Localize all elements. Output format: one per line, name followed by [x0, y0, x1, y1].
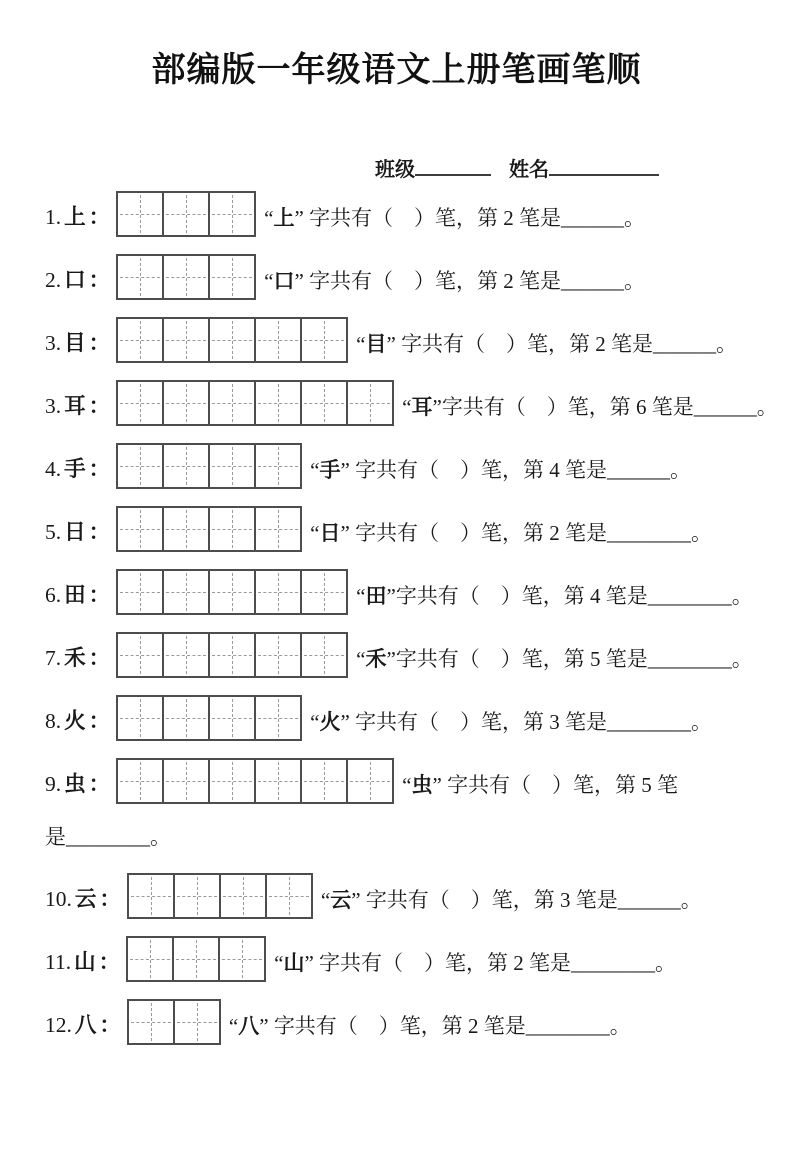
- row-colon: ：: [88, 331, 111, 356]
- writing-grid: [127, 999, 221, 1045]
- quoted-character: 虫: [411, 773, 433, 797]
- open-quote: “: [274, 951, 284, 975]
- name-blank: [549, 153, 659, 176]
- grid-cell: [118, 634, 162, 676]
- grid-cell: [254, 508, 300, 550]
- row-label: [45, 200, 110, 237]
- row-colon: ：: [88, 205, 111, 230]
- row-character: 手: [64, 457, 86, 482]
- worksheet-rows: [0, 191, 793, 1045]
- row-number: 3.: [45, 331, 62, 355]
- writing-grid: [116, 317, 348, 363]
- row-question: 字共有（ ）笔，第 4 笔是________。: [395, 584, 753, 608]
- close-quote: ”: [294, 206, 304, 230]
- close-quote: ”: [386, 332, 396, 356]
- worksheet-row-3b: [45, 380, 778, 426]
- grid-cell: [162, 697, 208, 739]
- row-sentence: [402, 391, 778, 426]
- row-label: [45, 1008, 121, 1045]
- worksheet-row-8: [45, 695, 765, 741]
- writing-grid: [116, 380, 394, 426]
- close-quote: ”: [432, 395, 442, 419]
- quoted-character: 手: [319, 458, 341, 482]
- grid-cell: [300, 382, 346, 424]
- grid-cell: [254, 382, 300, 424]
- grid-cell: [118, 382, 162, 424]
- row-colon: ：: [99, 1013, 121, 1038]
- row-question: 字共有（ ）笔，第 2 笔是______。: [395, 332, 738, 356]
- quoted-character: 山: [283, 951, 305, 975]
- row-label: [45, 767, 110, 804]
- row-number: 1.: [45, 205, 62, 229]
- worksheet-row-6: [45, 569, 765, 615]
- page-title: 部编版一年级语文上册笔画笔顺: [151, 50, 642, 90]
- grid-cell: [162, 445, 208, 487]
- worksheet-row-12: [45, 999, 765, 1045]
- row-number: 8.: [45, 709, 62, 733]
- row-question: 字共有（ ）笔，第 2 笔是______。: [303, 206, 646, 230]
- worksheet-row-2: [45, 254, 765, 300]
- grid-cell: [254, 634, 300, 676]
- open-quote: “: [402, 773, 412, 797]
- grid-cell: [208, 634, 254, 676]
- row-question: 字共有（ ）笔，第 5 笔是________。: [395, 647, 753, 671]
- close-quote: ”: [386, 647, 396, 671]
- grid-cell: [208, 571, 254, 613]
- row-question: 字共有（ ）笔，第 2 笔是________。: [349, 521, 713, 545]
- grid-cell: [118, 193, 162, 235]
- grid-cell: [208, 697, 254, 739]
- open-quote: “: [310, 710, 320, 734]
- quoted-character: 日: [319, 521, 341, 545]
- writing-grid: [116, 443, 302, 489]
- writing-grid: [126, 936, 266, 982]
- grid-cell: [208, 319, 254, 361]
- row-question: 字共有（ ）笔，第 2 笔是______。: [303, 269, 646, 293]
- grid-cell: [162, 382, 208, 424]
- grid-cell: [219, 875, 265, 917]
- row-label: [45, 389, 110, 426]
- quoted-character: 八: [238, 1014, 260, 1038]
- grid-cell: [208, 256, 254, 298]
- open-quote: “: [402, 395, 412, 419]
- row-number: 9.: [45, 772, 62, 796]
- row-sentence: [356, 580, 753, 615]
- grid-cell: [208, 760, 254, 802]
- row-colon: ：: [88, 583, 111, 608]
- grid-cell: [129, 875, 173, 917]
- grid-cell: [300, 571, 346, 613]
- writing-grid: [116, 758, 394, 804]
- writing-grid: [127, 873, 313, 919]
- grid-cell: [346, 760, 392, 802]
- grid-cell: [346, 382, 392, 424]
- close-quote: ”: [304, 951, 314, 975]
- grid-cell: [118, 571, 162, 613]
- row-label: [45, 452, 110, 489]
- worksheet-row-1: [45, 191, 765, 237]
- grid-cell: [265, 875, 311, 917]
- row-number: 12.: [45, 1013, 72, 1037]
- row-character: 禾: [64, 646, 86, 671]
- row-colon: ：: [99, 887, 121, 912]
- grid-cell: [208, 382, 254, 424]
- row-colon: ：: [88, 457, 111, 482]
- row-colon: ：: [88, 709, 111, 734]
- quoted-character: 上: [273, 206, 295, 230]
- grid-cell: [162, 760, 208, 802]
- row-question: 字共有（ ）笔，第 6 笔是______。: [441, 395, 778, 419]
- open-quote: “: [264, 206, 274, 230]
- grid-cell: [162, 193, 208, 235]
- open-quote: “: [356, 647, 366, 671]
- row-number: 10.: [45, 887, 72, 911]
- class-blank: [415, 153, 491, 176]
- grid-cell: [162, 508, 208, 550]
- worksheet-row-7: [45, 632, 765, 678]
- grid-cell: [254, 697, 300, 739]
- writing-grid: [116, 191, 256, 237]
- row-label: [45, 641, 110, 678]
- close-quote: ”: [294, 269, 304, 293]
- row-question: 字共有（ ）笔，第 3 笔是________。: [349, 710, 713, 734]
- row-question: 字共有（ ）笔，第 4 笔是______。: [349, 458, 692, 482]
- worksheet-row-9: [45, 758, 765, 804]
- grid-cell: [173, 1001, 219, 1043]
- grid-cell: [300, 319, 346, 361]
- row-character: 目: [64, 331, 86, 356]
- row-number: 2.: [45, 268, 62, 292]
- worksheet-row-3: [45, 317, 765, 363]
- worksheet-row-5: [45, 506, 765, 552]
- row-sentence: [310, 706, 712, 741]
- row-label: [45, 882, 121, 919]
- class-label: 班级: [375, 157, 415, 181]
- open-quote: “: [228, 1014, 239, 1038]
- grid-cell: [218, 938, 264, 980]
- open-quote: “: [310, 521, 320, 545]
- grid-cell: [128, 938, 172, 980]
- row-character: 耳: [64, 394, 86, 419]
- row-label: [45, 945, 120, 982]
- name-label: 姓名: [509, 157, 549, 181]
- writing-grid: [116, 632, 348, 678]
- close-quote: ”: [340, 458, 350, 482]
- row-question: 字共有（ ）笔，第 3 笔是______。: [360, 888, 702, 912]
- open-quote: “: [356, 584, 366, 608]
- row-number: 6.: [45, 583, 62, 607]
- row-character: 八: [74, 1013, 97, 1038]
- row-sentence: [356, 643, 753, 678]
- quoted-character: 目: [365, 332, 387, 356]
- close-quote: ”: [340, 521, 350, 545]
- writing-grid: [116, 254, 256, 300]
- grid-cell: [254, 571, 300, 613]
- row-label: [45, 263, 110, 300]
- quoted-character: 禾: [365, 647, 387, 671]
- close-quote: ”: [340, 710, 350, 734]
- grid-cell: [254, 760, 300, 802]
- row-character: 云: [74, 887, 97, 912]
- row-number: 4.: [45, 457, 62, 481]
- quoted-character: 田: [365, 584, 387, 608]
- grid-cell: [254, 445, 300, 487]
- row-colon: ：: [88, 646, 111, 671]
- row-colon: ：: [88, 394, 111, 419]
- row-character: 虫: [64, 772, 86, 797]
- grid-cell: [118, 697, 162, 739]
- grid-cell: [254, 319, 300, 361]
- grid-cell: [118, 760, 162, 802]
- worksheet-page: [0, 42, 793, 1164]
- row-sentence: [274, 947, 676, 982]
- grid-cell: [208, 508, 254, 550]
- row-character: 田: [64, 583, 86, 608]
- row-colon: ：: [98, 950, 121, 975]
- student-info-line: [0, 153, 793, 179]
- grid-cell: [162, 319, 208, 361]
- grid-cell: [300, 634, 346, 676]
- row-sentence: [402, 769, 678, 804]
- row-question: 字共有（ ）笔，第 2 笔是________。: [313, 951, 677, 975]
- row-sentence: [310, 517, 712, 552]
- row-colon: ：: [88, 520, 111, 545]
- close-quote: ”: [351, 888, 361, 912]
- grid-cell: [172, 938, 218, 980]
- row-number: 7.: [45, 646, 62, 670]
- row-question: 字共有（ ）笔，第 2 笔是________。: [268, 1014, 631, 1038]
- quoted-character: 口: [273, 269, 295, 293]
- grid-cell: [162, 634, 208, 676]
- quoted-character: 耳: [411, 395, 433, 419]
- open-quote: “: [264, 269, 274, 293]
- writing-grid: [116, 569, 348, 615]
- row-sentence: [264, 265, 645, 300]
- row-character: 山: [74, 950, 96, 975]
- open-quote: “: [356, 332, 366, 356]
- grid-cell: [118, 508, 162, 550]
- row-label: [45, 515, 110, 552]
- worksheet-row-11: [45, 936, 765, 982]
- writing-grid: [116, 695, 302, 741]
- open-quote: “: [310, 458, 320, 482]
- row-label: [45, 704, 110, 741]
- row-character: 火: [64, 709, 86, 734]
- row-question: 字共有（ ）笔，第 5 笔: [441, 773, 679, 797]
- grid-cell: [162, 256, 208, 298]
- row-label: [45, 578, 110, 615]
- quoted-character: 火: [319, 710, 341, 734]
- row-character: 上: [64, 205, 86, 230]
- close-quote: ”: [432, 773, 442, 797]
- close-quote: ”: [386, 584, 396, 608]
- row-9-continuation: 是________。: [45, 825, 171, 849]
- grid-cell: [300, 760, 346, 802]
- grid-cell: [118, 319, 162, 361]
- open-quote: “: [320, 888, 331, 912]
- worksheet-row-10: [45, 873, 765, 919]
- grid-cell: [173, 875, 219, 917]
- row-sentence: [321, 884, 702, 919]
- grid-cell: [118, 256, 162, 298]
- row-sentence: [229, 1010, 631, 1045]
- grid-cell: [129, 1001, 173, 1043]
- grid-cell: [118, 445, 162, 487]
- grid-cell: [208, 445, 254, 487]
- row-colon: ：: [88, 772, 111, 797]
- row-number: 3.: [45, 394, 62, 418]
- close-quote: ”: [259, 1014, 269, 1038]
- quoted-character: 云: [330, 888, 352, 912]
- row-colon: ：: [88, 268, 111, 293]
- row-character: 日: [64, 520, 86, 545]
- row-sentence: [310, 454, 691, 489]
- row-sentence: [264, 202, 645, 237]
- row-number: 11.: [45, 950, 72, 974]
- writing-grid: [116, 506, 302, 552]
- row-label: [45, 326, 110, 363]
- row-number: 5.: [45, 520, 62, 544]
- row-sentence: [356, 328, 737, 363]
- row-character: 口: [64, 268, 86, 293]
- grid-cell: [208, 193, 254, 235]
- grid-cell: [162, 571, 208, 613]
- worksheet-row-4: [45, 443, 765, 489]
